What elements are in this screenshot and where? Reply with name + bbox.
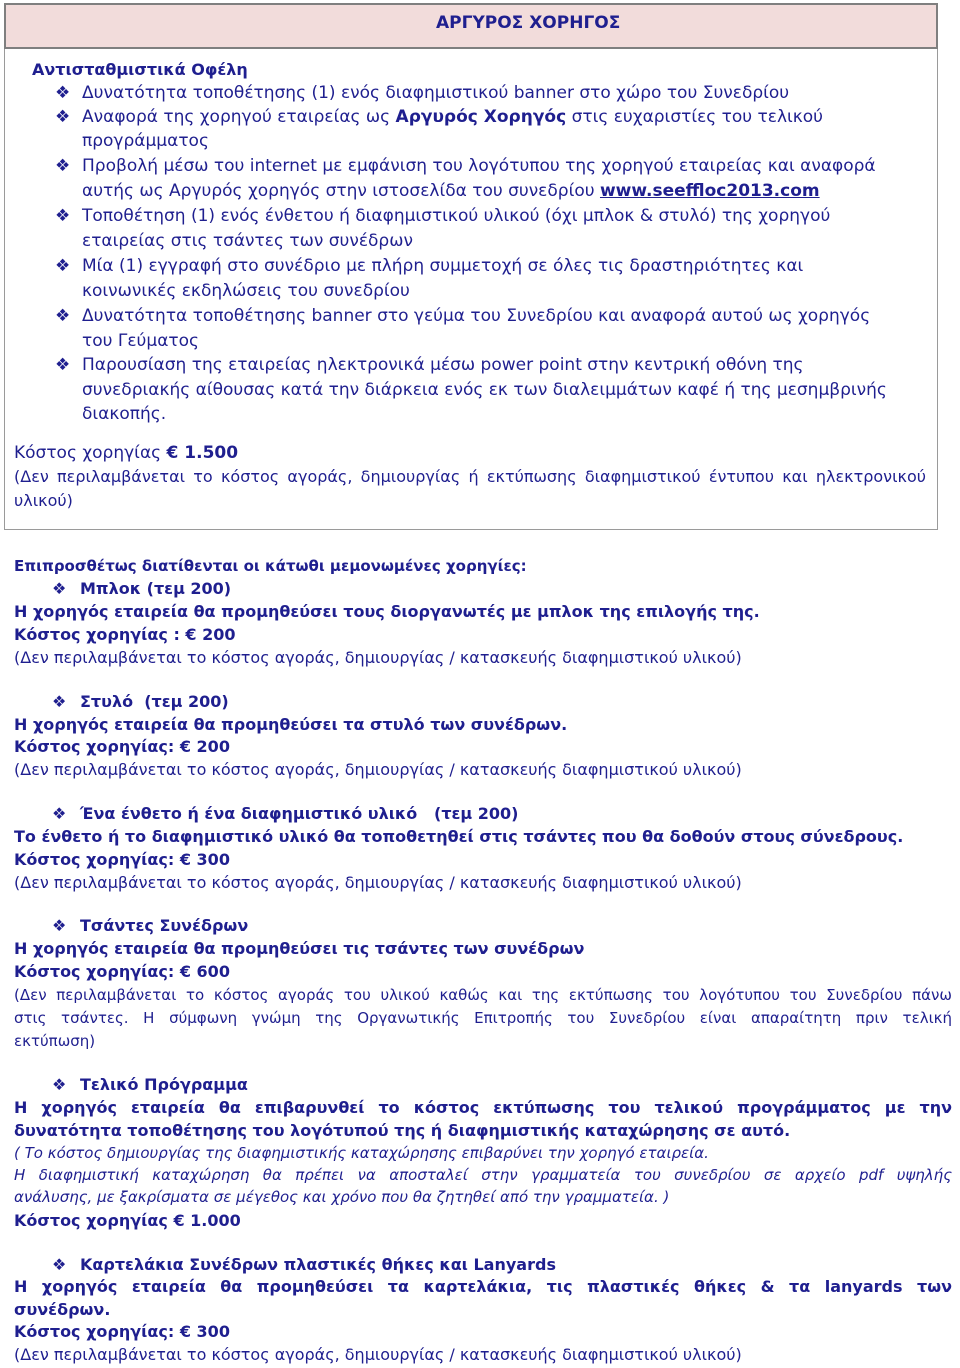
- benefit-7-line2: συνεδριακής αίθουσας κατά την διάρκεια ενός εκ των διαλειμμάτων καφέ ή της μεσημβρινής: [82, 380, 887, 400]
- block-cost: Κόστος χορηγίας : € 200: [14, 625, 236, 644]
- program-italic-line3: ανάλυσης, με ξακρίσματα σε μέγεθος και χρόνο που θα ζητηθεί από την γραμματεία. ): [14, 1188, 670, 1206]
- program-italic-line2: Η διαφημιστική καταχώρηση θα πρέπει να αποσταλεί στην γραμματεία του συνεδρίου σε αρχείο pdf υψηλής: [14, 1166, 952, 1184]
- benefit-6-line2: του Γεύματος: [82, 331, 200, 351]
- bullet-icon: ❖: [55, 206, 71, 226]
- benefit-2-text-end: στις ευχαριστίες του τελικού: [566, 107, 824, 127]
- benefit-5-line1: Μία (1) εγγραφή στο συνέδριο με πλήρη συμμετοχή σε όλες τις δραστηριότητες και: [82, 256, 804, 276]
- bullet-icon: ❖: [55, 306, 71, 326]
- cost-value: € 1.500: [166, 443, 239, 463]
- bullet-icon: ❖: [52, 1255, 67, 1274]
- bags-note-line3: εκτύπωση): [14, 1032, 96, 1050]
- benefit-2-text: Αναφορά της χορηγού εταιρείας ως: [82, 107, 396, 127]
- block-desc: Η χορηγός εταιρεία θα προμηθεύσει τους διοργανωτές με μπλοκ της επιλογής της.: [14, 602, 760, 621]
- benefit-3-line2: [82, 181, 820, 201]
- program-cost: Κόστος χορηγίας € 1.000: [14, 1211, 241, 1230]
- benefit-3-text: αυτής ως Αργυρός χορηγός στην ιστοσελίδα του συνεδρίου: [82, 181, 600, 201]
- program-desc-line1: Η χορηγός εταιρεία θα επιβαρυνθεί το κόστος εκτύπωσης του τελικού προγράμματος με την: [14, 1098, 952, 1117]
- pen-title: Στυλό (τεμ 200): [80, 692, 229, 711]
- pen-note: (Δεν περιλαμβάνεται το κόστος αγοράς, δημιουργίας / κατασκευής διαφημιστικού υλικού): [14, 760, 742, 779]
- block-note: (Δεν περιλαμβάνεται το κόστος αγοράς, δημιουργίας / κατασκευής διαφημιστικού υλικού): [14, 648, 742, 667]
- bags-title: Τσάντες Συνέδρων: [80, 916, 249, 935]
- bullet-icon: ❖: [52, 804, 67, 823]
- bags-note-line1: (Δεν περιλαμβάνεται το κόστος αγοράς του υλικού καθώς και της εκτύπωσης του λογότυπου του Συνεδρίου πάνω: [14, 986, 952, 1004]
- extras-heading: Επιπροσθέτως διατίθενται οι κάτωθι μεμονωμένες χορηγίες:: [14, 557, 527, 575]
- benefits-note-line1: (Δεν περιλαμβάνεται το κόστος αγοράς, δημιουργίας ή εκτύπωσης διαφημιστικού έντυπου και ηλεκτρονικού: [14, 467, 926, 486]
- benefit-4-line2: εταιρείας στις τσάντες των συνέδρων: [82, 231, 413, 251]
- badges-note: (Δεν περιλαμβάνεται το κόστος αγοράς, δημιουργίας / κατασκευής διαφημιστικού υλικού): [14, 1345, 742, 1364]
- benefit-2: [82, 107, 823, 127]
- pen-desc: Η χορηγός εταιρεία θα προμηθεύσει τα στυλό των συνέδρων.: [14, 715, 568, 734]
- bullet-icon: ❖: [55, 156, 71, 176]
- benefit-1: Δυνατότητα τοποθέτησης (1) ενός διαφημιστικού banner στο χώρο του Συνεδρίου: [82, 83, 790, 103]
- insert-cost: Κόστος χορηγίας: € 300: [14, 850, 230, 869]
- benefit-2-line2: προγράμματος: [82, 131, 209, 151]
- badges-desc-line1: Η χορηγός εταιρεία θα προμηθεύσει τα καρτελάκια, τις πλαστικές θήκες & τα lanyards των: [14, 1277, 952, 1296]
- bullet-icon: ❖: [55, 107, 71, 127]
- bags-desc: Η χορηγός εταιρεία θα προμηθεύσει τις τσάντες των συνέδρων: [14, 939, 585, 958]
- badges-title: Καρτελάκια Συνέδρων πλαστικές θήκες και Lanyards: [80, 1255, 556, 1274]
- benefit-7-line3: διακοπής.: [82, 404, 167, 424]
- bullet-icon: ❖: [55, 83, 71, 103]
- badges-desc-line2: συνέδρων.: [14, 1300, 111, 1319]
- bullet-icon: ❖: [52, 692, 67, 711]
- block-title: Μπλοκ (τεμ 200): [80, 579, 232, 598]
- benefits-heading: Αντισταθμιστικά Οφέλη: [32, 60, 248, 79]
- bags-note-line2: στις τσάντες. Η σύμφωνη γνώμη της Οργανωτικής Επιτροπής του Συνεδρίου είναι απαραίτητη πριν τελική: [14, 1009, 952, 1027]
- website-link[interactable]: www.seeffloc2013.com: [599, 181, 820, 201]
- pen-cost: Κόστος χορηγίας: € 200: [14, 737, 230, 756]
- benefit-2-bold: Αργυρός Χορηγός: [395, 107, 567, 127]
- insert-title: Ένα ένθετο ή ένα διαφημιστικό υλικό (τεμ 200): [80, 804, 519, 823]
- bullet-icon: ❖: [55, 355, 71, 375]
- benefit-7-line1: Παρουσίαση της εταιρείας ηλεκτρονικά μέσω power point στην κεντρική οθόνη της: [82, 355, 804, 375]
- cost-label: Κόστος χορηγίας: [14, 443, 167, 463]
- benefit-6-line1: Δυνατότητα τοποθέτησης banner στο γεύμα του Συνεδρίου και αναφορά αυτού ως χορηγός: [82, 306, 871, 326]
- page-title: ΑΡΓΥΡΟΣ ΧΟΡΗΓΟΣ: [436, 13, 621, 33]
- bullet-icon: ❖: [52, 1075, 67, 1094]
- program-title: Τελικό Πρόγραμμα: [80, 1075, 248, 1094]
- benefits-cost: [14, 443, 238, 463]
- benefit-4-line1: Τοποθέτηση (1) ενός ένθετου ή διαφημιστικού υλικού (όχι μπλοκ & στυλό) της χορηγού: [82, 206, 831, 226]
- program-italic-line1: ( Το κόστος δημιουργίας της διαφημιστικής καταχώρησης επιβαρύνει την χορηγό εταιρεία.: [14, 1144, 709, 1162]
- bags-cost: Κόστος χορηγίας: € 600: [14, 962, 230, 981]
- insert-note: (Δεν περιλαμβάνεται το κόστος αγοράς, δημιουργίας / κατασκευής διαφημιστικού υλικού): [14, 873, 742, 892]
- badges-cost: Κόστος χορηγίας: € 300: [14, 1322, 230, 1341]
- program-desc-line2: δυνατότητα τοποθέτησης του λογότυπού της ή διαφημιστικής καταχώρησης σε αυτό.: [14, 1121, 791, 1140]
- bullet-icon: ❖: [55, 256, 71, 276]
- insert-desc: Το ένθετο ή το διαφημιστικό υλικό θα τοποθετηθεί στις τσάντες που θα δοθούν στους σύνεδρους.: [14, 827, 904, 846]
- benefits-note-line2: υλικού): [14, 491, 73, 510]
- bullet-icon: ❖: [52, 916, 67, 935]
- bullet-icon: ❖: [52, 579, 67, 598]
- title-bar: [4, 3, 938, 49]
- benefit-5-line2: κοινωνικές εκδηλώσεις του συνεδρίου: [82, 281, 410, 301]
- benefit-3-line1: Προβολή μέσω του internet με εμφάνιση του λογότυπου της χορηγού εταιρείας και αναφορά: [82, 156, 876, 176]
